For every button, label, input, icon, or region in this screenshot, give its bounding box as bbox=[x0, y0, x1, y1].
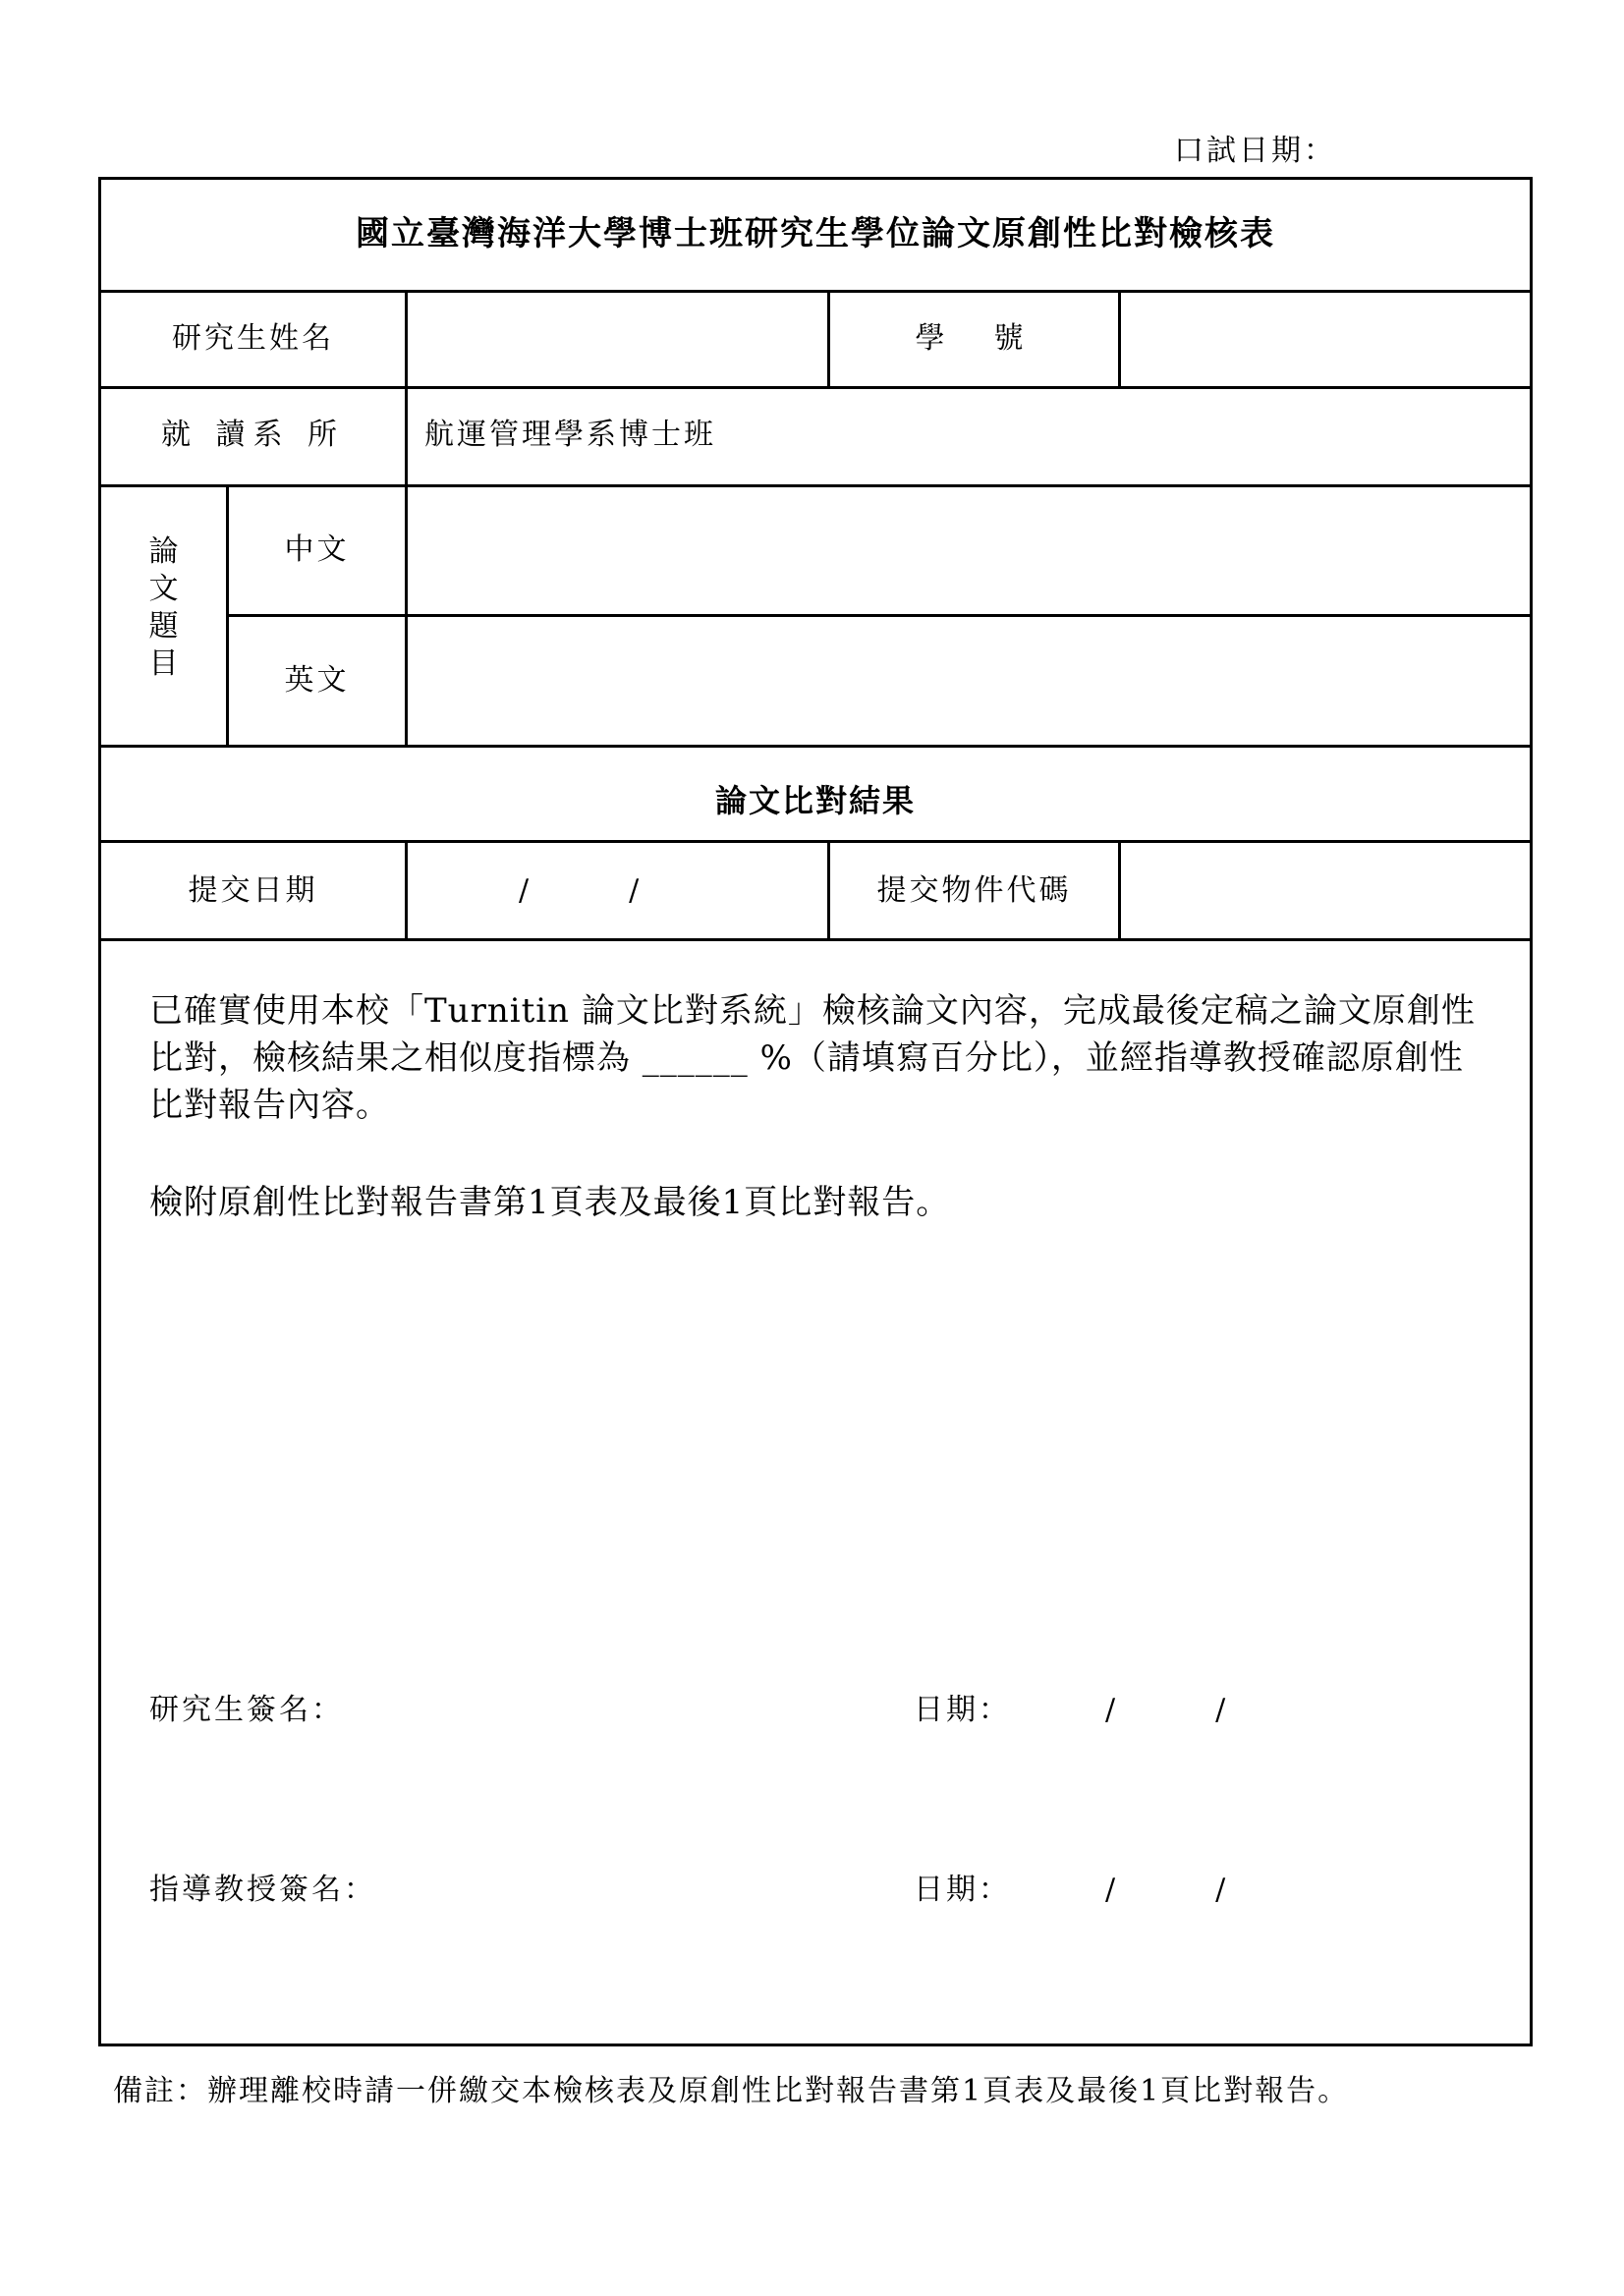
thesis-title-char: 題 bbox=[148, 609, 179, 644]
advisor-date-value[interactable]: / / bbox=[1105, 1873, 1229, 1907]
table-top-border bbox=[98, 177, 1533, 180]
row-divider bbox=[98, 484, 1533, 487]
comparison-section-title: 論文比對結果 bbox=[714, 782, 916, 819]
table-left-border bbox=[98, 177, 101, 2046]
declaration-paragraph: 已確實使用本校「Turnitin 論文比對系統」檢核論文內容，完成最後定稿之論文原創性比對，檢核結果之相似度指標為 ______ %（請填寫百分比），並經指導教授確認原創性比對報告內容。 bbox=[149, 991, 1476, 1125]
student-signature-label: 研究生簽名： bbox=[149, 1693, 344, 1727]
english-title-label: 英文 bbox=[284, 663, 350, 698]
row-divider bbox=[98, 745, 1533, 748]
student-name-field[interactable] bbox=[411, 295, 823, 383]
student-name-label: 研究生姓名 bbox=[172, 321, 334, 356]
student-id-field[interactable] bbox=[1124, 295, 1527, 383]
col-divider bbox=[1118, 840, 1121, 941]
thesis-title-char: 論 bbox=[148, 534, 179, 569]
col-divider bbox=[405, 840, 408, 941]
submission-id-field[interactable] bbox=[1124, 845, 1527, 933]
col-divider bbox=[405, 290, 408, 745]
student-date-label: 日期： bbox=[914, 1693, 1011, 1727]
advisor-date-label: 日期： bbox=[914, 1873, 1011, 1907]
col-divider bbox=[226, 484, 229, 745]
row-divider bbox=[98, 840, 1533, 843]
submission-id-label: 提交物件代碼 bbox=[876, 873, 1072, 908]
row-divider bbox=[98, 938, 1533, 941]
row-divider bbox=[229, 614, 1533, 617]
advisor-signature-label: 指導教授簽名： bbox=[149, 1873, 376, 1907]
submit-date-field[interactable] bbox=[411, 845, 823, 933]
department-label: 就 讀系 所 bbox=[160, 418, 346, 452]
student-signature-field[interactable] bbox=[339, 1670, 889, 1729]
chinese-title-label: 中文 bbox=[284, 532, 350, 567]
oral-exam-date-field[interactable] bbox=[1336, 120, 1533, 159]
thesis-title-char: 文 bbox=[148, 572, 179, 606]
submit-date-value: / / bbox=[519, 873, 643, 908]
row-divider bbox=[98, 290, 1533, 293]
table-bottom-border bbox=[98, 2044, 1533, 2046]
col-divider bbox=[1118, 290, 1121, 389]
form-title: 國立臺灣海洋大學博士班研究生學位論文原創性比對檢核表 bbox=[356, 214, 1275, 253]
student-id-label: 學 號 bbox=[915, 321, 1034, 356]
thesis-title-label bbox=[101, 533, 226, 683]
attachment-paragraph: 檢附原創性比對報告書第1頁表及最後1頁比對報告。 bbox=[149, 1183, 951, 1222]
chinese-title-field[interactable] bbox=[411, 489, 1527, 611]
submit-date-label: 提交日期 bbox=[188, 873, 318, 908]
student-date-value[interactable]: / / bbox=[1105, 1693, 1229, 1727]
english-title-field[interactable] bbox=[411, 619, 1527, 741]
thesis-title-char: 目 bbox=[148, 646, 179, 681]
department-value: 航運管理學系博士班 bbox=[424, 418, 716, 452]
footer-note: 備註：辦理離校時請一併繳交本檢核表及原創性比對報告書第1頁表及最後1頁比對報告。 bbox=[113, 2074, 1350, 2108]
row-divider bbox=[98, 386, 1533, 389]
table-right-border bbox=[1530, 177, 1533, 2046]
advisor-signature-field[interactable] bbox=[373, 1847, 889, 1906]
oral-exam-date-label: 口試日期： bbox=[1174, 134, 1336, 168]
